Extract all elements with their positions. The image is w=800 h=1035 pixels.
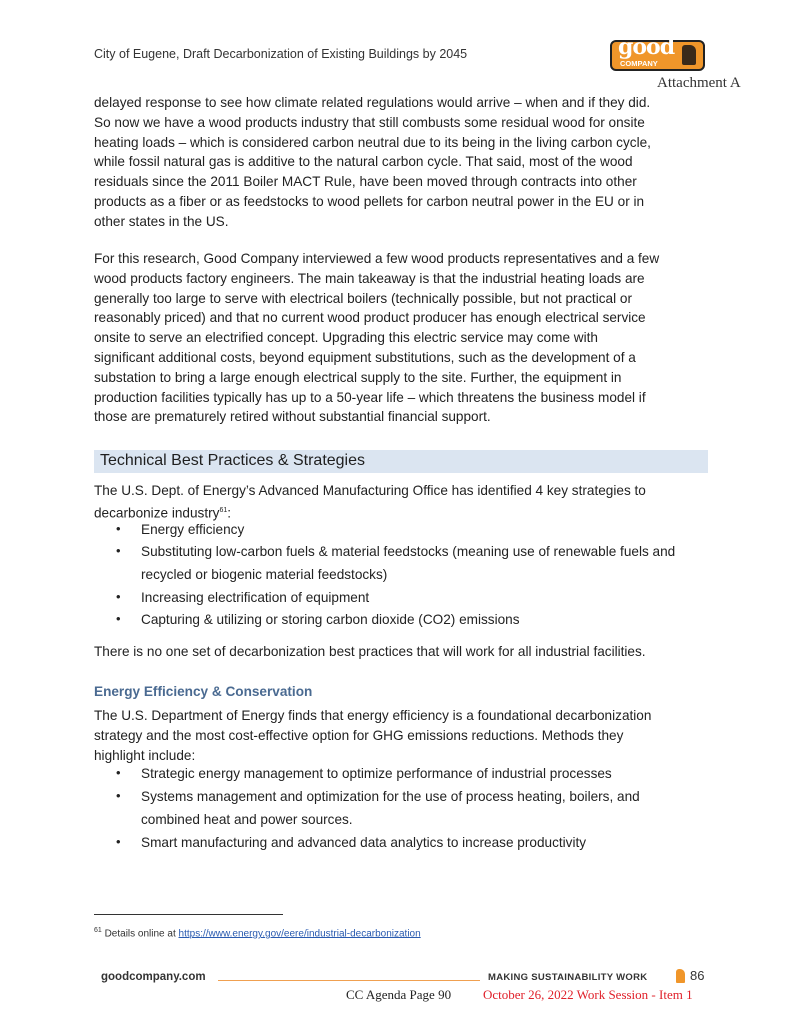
list-item: Capturing & utilizing or storing carbon dioxide (CO2) emissions (141, 612, 520, 627)
footer-thumb-icon (676, 969, 685, 983)
list-item: recycled or biogenic material feedstocks) (141, 567, 388, 582)
footer-site[interactable]: goodcompany.com (101, 971, 206, 983)
text-line: while fossil natural gas is additive to the natural carbon cycle. That said, most of the wood (94, 154, 633, 170)
intro-line-1: The U.S. Dept. of Energy’s Advanced Manufacturing Office has identified 4 key strategies to (94, 483, 646, 498)
subheading: Energy Efficiency & Conservation (94, 684, 313, 699)
footnote (94, 927, 421, 939)
text-line: other states in the US. (94, 213, 229, 229)
footnote-ref[interactable]: 61 (219, 507, 228, 514)
footer-divider (218, 980, 480, 981)
logo-sub: COMPANY (620, 59, 658, 68)
text-line: production facilities typically has up to a 50-year life – which threatens the business model if (94, 389, 646, 405)
section-heading: Technical Best Practices & Strategies (100, 452, 366, 469)
text-line: those are prematurely retired without substantial financial support. (94, 409, 491, 425)
text-line: significant additional costs, beyond equipment substitutions, such as the development of a (94, 350, 636, 365)
list-item: Systems management and optimization for the use of process heating, boilers, and (141, 789, 640, 804)
list-item: Strategic energy management to optimize performance of industrial processes (141, 766, 612, 781)
text-line: For this research, Good Company interviewed a few wood products representatives and a few (94, 251, 660, 266)
list-item: Increasing electrification of equipment (141, 590, 370, 605)
bullet-icon: • (116, 589, 121, 604)
bullet-icon: • (116, 521, 121, 536)
list-item: Smart manufacturing and advanced data analytics to increase productivity (141, 835, 587, 850)
text-line: highlight include: (94, 747, 196, 763)
text-line: substation to bring a large enough electrical supply to the site. Further, the equipment in (94, 369, 622, 385)
footnote-text: Details online at (104, 928, 179, 940)
footer-tagline: MAKING SUSTAINABILITY WORK (488, 972, 648, 983)
bullet-icon: • (116, 765, 121, 780)
list-item: Substituting low-carbon fuels & material feedstocks (meaning use of renewable fuels and (141, 544, 676, 559)
text-line: reasonably priced) and that no current wood product producer has enough electrical service (94, 310, 646, 326)
text-line: delayed response to see how climate related regulations would arrive – when and if they did. (94, 95, 651, 110)
bullet-icon: • (116, 611, 121, 626)
attachment-label: Attachment A (657, 75, 741, 91)
page-number: 86 (690, 968, 705, 983)
header-title: City of Eugene, Draft Decarbonization of Existing Buildings by 2045 (94, 47, 468, 61)
work-session-label: October 26, 2022 Work Session - Item 1 (483, 987, 693, 1002)
text-line: residuals since the 2011 Boiler MACT Rule, have been moved through contracts into other (94, 174, 637, 190)
footnote-rule (94, 914, 283, 915)
intro-text: decarbonize industry (94, 505, 220, 521)
footnote-number: 61 (94, 927, 102, 934)
list-item: combined heat and power sources. (141, 812, 353, 827)
text-line: products as a fiber or as feedstocks to wood pellets for carbon neutral power in the EU or in (94, 194, 645, 209)
text-line: strategy and the most cost-effective option for GHG emissions reductions. Methods they (94, 727, 624, 743)
bullet-icon: • (116, 834, 121, 849)
intro-colon: : (227, 505, 232, 521)
summary-text: There is no one set of decarbonization best practices that will work for all industrial facilities. (94, 644, 646, 659)
agenda-page: CC Agenda Page 90 (346, 987, 452, 1002)
text-line: onsite to serve an electrified concept. Upgrading this electric service may come with (94, 330, 598, 346)
text-line: generally too large to serve with electrical boilers (technically possible, but not practical or (94, 290, 632, 306)
footnote-link[interactable]: https://www.energy.gov/eere/industrial-decarbonization (178, 928, 421, 940)
section-heading-bar (94, 450, 708, 473)
list-item: Energy efficiency (141, 522, 245, 537)
good-company-logo (610, 34, 705, 71)
thumbs-up-icon (682, 45, 696, 65)
text-line: So now we have a wood products industry that still combusts some residual wood for onsite (94, 114, 645, 130)
text-line: The U.S. Department of Energy finds that energy efficiency is a foundational decarbonization (94, 708, 652, 723)
logo-text: good (618, 34, 675, 60)
text-line: wood products factory engineers. The main takeaway is that the industrial heating loads are (94, 270, 645, 286)
bullet-icon: • (116, 788, 121, 803)
bullet-icon: • (116, 543, 121, 558)
text-line: heating loads – which is considered carbon neutral due to its being in the living carbon cycle, (94, 134, 651, 150)
